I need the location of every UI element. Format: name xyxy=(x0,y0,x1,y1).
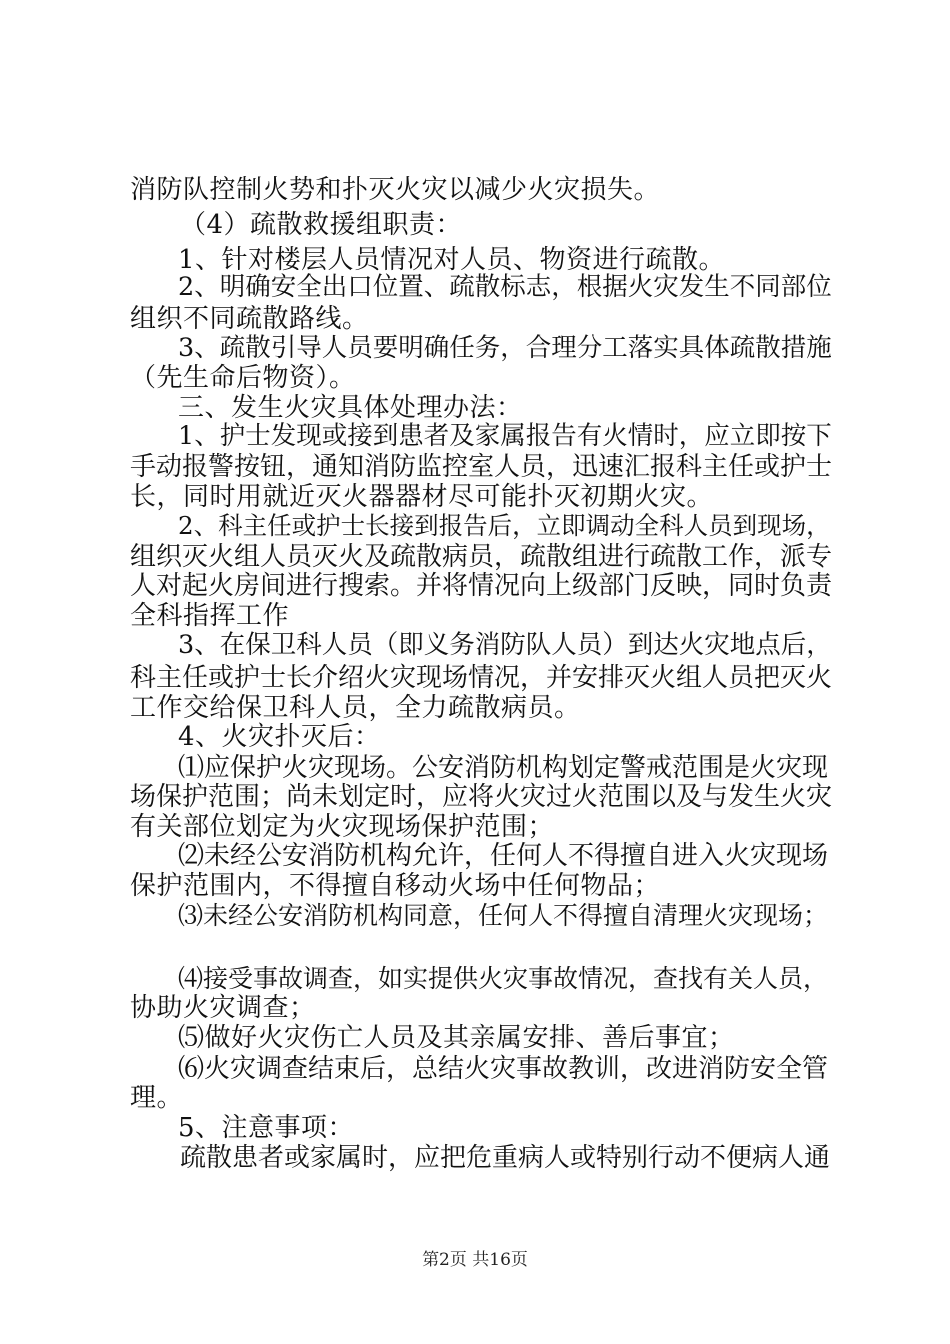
body-line-9: 1、护士发现或接到患者及家属报告有火情时，应立即按下 xyxy=(178,421,832,451)
body-line-28: ⑸做好火灾伤亡人员及其亲属安排、善后事宜； xyxy=(178,1023,735,1053)
body-line-32: 疏散患者或家属时，应把危重病人或特别行动不便病人通 xyxy=(180,1143,831,1173)
body-line-22: 有关部位划定为火灾现场保护范围； xyxy=(130,812,555,842)
body-line-24: 保护范围内，不得擅自移动火场中任何物品； xyxy=(130,871,661,901)
body-line-12: 2、科主任或护士长接到报告后，立即调动全科人员到现场， xyxy=(178,511,831,540)
section-heading-evacuation-duties: （4）疏散救援组职责： xyxy=(180,210,463,240)
section-heading-notes: 5、注意事项： xyxy=(178,1113,355,1143)
body-line-29: ⑹火灾调查结束后，总结火灾事故教训，改进消防安全管 xyxy=(178,1054,829,1084)
body-line-20: ⑴应保护火灾现场。公安消防机构划定警戒范围是火灾现 xyxy=(178,753,829,783)
body-line-10: 手动报警按钮，通知消防监控室人员，迅速汇报科主任或护士 xyxy=(130,452,833,482)
body-line-30: 理。 xyxy=(130,1083,184,1113)
body-line-3: 1、针对楼层人员情况对人员、物资进行疏散。 xyxy=(178,245,726,275)
body-line-21: 场保护范围；尚未划定时，应将火灾过火范围以及与发生火灾 xyxy=(130,782,833,812)
body-line-18: 工作交给保卫科人员，全力疏散病员。 xyxy=(130,693,581,723)
body-line-16: 3、在保卫科人员（即义务消防队人员）到达火灾地点后， xyxy=(178,630,832,660)
body-line-25: ⑶未经公安消防机构同意，任何人不得擅自清理火灾现场； xyxy=(178,901,829,930)
body-line-17: 科主任或护士长介绍火灾现场情况，并安排灭火组人员把灭火 xyxy=(130,663,833,693)
body-line-5: 组织不同疏散路线。 xyxy=(130,304,369,334)
body-line-13: 组织灭火组人员灭火及疏散病员，疏散组进行疏散工作，派专 xyxy=(130,542,833,572)
section-heading-fire-handling: 三、发生火灾具体处理办法： xyxy=(178,393,523,423)
body-line-14: 人对起火房间进行搜索。并将情况向上级部门反映，同时负责 xyxy=(130,571,833,601)
body-line-11: 长，同时用就近灭火器器材尽可能扑灭初期火灾。 xyxy=(130,482,714,512)
body-line-4: 2、明确安全出口位置、疏散标志，根据火灾发生不同部位 xyxy=(178,272,832,302)
body-line-7: （先生命后物资）。 xyxy=(130,363,356,393)
body-line-1: 消防队控制火势和扑灭火灾以减少火灾损失。 xyxy=(130,175,661,205)
body-line-15: 全科指挥工作 xyxy=(130,601,290,631)
page-footer: 第2页 共16页 xyxy=(422,1250,528,1270)
section-heading-after-extinguish: 4、火灾扑灭后： xyxy=(178,722,381,752)
body-line-23: ⑵未经公安消防机构允许，任何人不得擅自进入火灾现场 xyxy=(178,841,829,871)
body-line-27: 协助火灾调查； xyxy=(130,993,316,1023)
body-line-6: 3、疏散引导人员要明确任务，合理分工落实具体疏散措施 xyxy=(178,333,832,363)
body-line-26: ⑷接受事故调查，如实提供火灾事故情况，查找有关人员， xyxy=(178,964,829,993)
